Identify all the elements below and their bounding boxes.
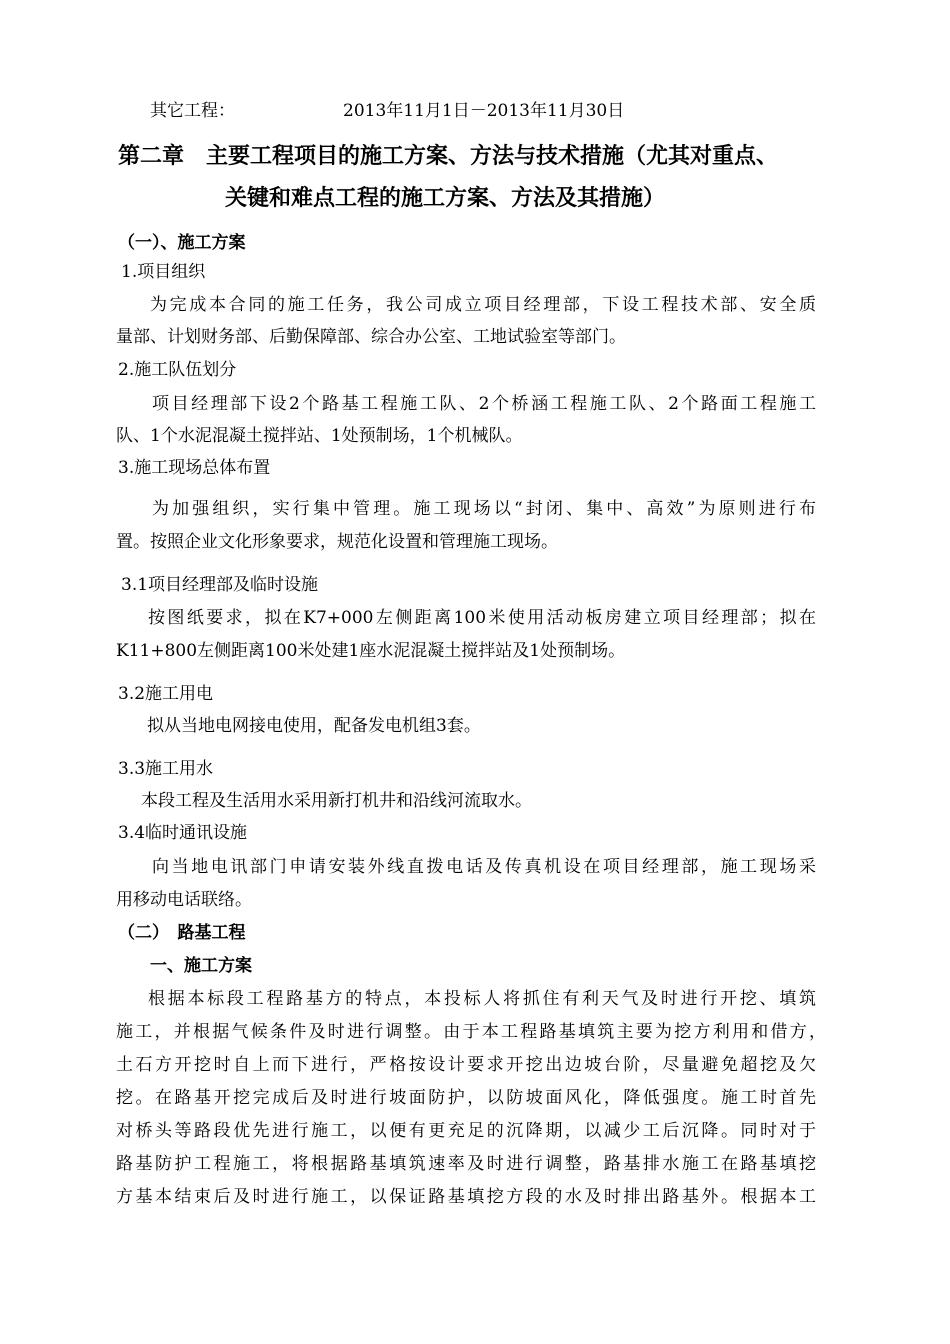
paragraph-line: 队、1个水泥混凝土搅拌站、1处预制场，1个机械队。 bbox=[116, 426, 523, 446]
paragraph-line: K11+800左侧距离100米处建1座水泥混凝土搅拌站及1处预制场。 bbox=[116, 641, 626, 661]
paragraph-line: 量部、计划财务部、后勤保障部、综合办公室、工地试验室等部门。 bbox=[116, 327, 626, 347]
paragraph-line: 用移动电话联络。 bbox=[116, 890, 252, 910]
paragraph-line: 为加强组织，实行集中管理。施工现场以“封闭、集中、高效”为原则进行布 bbox=[152, 499, 816, 519]
paragraph-line: 拟从当地电网接电使用，配备发电机组3套。 bbox=[147, 716, 481, 736]
chapter-title-line1: 第二章 主要工程项目的施工方案、方法与技术措施（尤其对重点、 bbox=[118, 144, 779, 169]
paragraph-line: 根据本标段工程路基方的特点，本投标人将抓住有利天气及时进行开挖、填筑 bbox=[148, 989, 816, 1009]
paragraph-line: 路基防护工程施工，将根据路基填筑速率及时进行调整，路基排水施工在路基填挖 bbox=[116, 1154, 816, 1174]
paragraph-line: 向当地电讯部门申请安装外线直拨电话及传真机设在项目经理部，施工现场采 bbox=[152, 857, 816, 877]
paragraph-line: 置。按照企业文化形象要求，规范化设置和管理施工现场。 bbox=[116, 532, 558, 552]
subheading-team-division: 2.施工队伍划分 bbox=[118, 360, 237, 380]
subheading-power: 3.2施工用电 bbox=[118, 684, 214, 704]
paragraph-line: 对桥头等路段优先进行施工，以便有更充足的沉降期，以减少工后沉降。同时对于 bbox=[116, 1121, 816, 1141]
paragraph-line: 方基本结束后及时进行施工，以保证路基填挖方段的水及时排出路基外。根据本工 bbox=[116, 1187, 816, 1207]
paragraph-line: 为完成本合同的施工任务，我公司成立项目经理部，下设工程技术部、安全质 bbox=[150, 295, 816, 315]
paragraph-line: 土石方开挖时自上而下进行，严格按设计要求开挖出边坡台阶，尽量避免超挖及欠 bbox=[116, 1055, 816, 1075]
chapter-title-line2: 关键和难点工程的施工方案、方法及其措施） bbox=[225, 186, 666, 211]
section-heading-construction-plan: （一）、施工方案 bbox=[118, 233, 246, 253]
subheading-subgrade-plan: 一、施工方案 bbox=[150, 956, 252, 976]
paragraph-line: 本段工程及生活用水采用新打机井和沿线河流取水。 bbox=[141, 791, 532, 811]
subheading-communication: 3.4临时通讯设施 bbox=[118, 823, 248, 843]
paragraph-line: 按图纸要求，拟在K7+000左侧距离100米使用活动板房建立项目经理部；拟在 bbox=[148, 608, 816, 628]
paragraph-line: 项目经理部下设2个路基工程施工队、2个桥涵工程施工队、2个路面工程施工 bbox=[152, 394, 816, 414]
section-heading-subgrade: （二） 路基工程 bbox=[118, 923, 246, 943]
subheading-project-office: 3.1项目经理部及临时设施 bbox=[121, 575, 319, 595]
subheading-water: 3.3施工用水 bbox=[118, 759, 214, 779]
schedule-label: 其它工程： bbox=[150, 101, 235, 121]
paragraph-line: 挖。在路基开挖完成后及时进行坡面防护，以防坡面风化，降低强度。施工时首先 bbox=[116, 1088, 816, 1108]
subheading-project-organization: 1.项目组织 bbox=[121, 262, 206, 282]
schedule-dates: 2013年11月1日－2013年11月30日 bbox=[343, 101, 625, 121]
subheading-site-layout: 3.施工现场总体布置 bbox=[118, 458, 271, 478]
paragraph-line: 施工，并根据气候条件及时进行调整。由于本工程路基填筑主要为挖方利用和借方， bbox=[116, 1022, 826, 1042]
